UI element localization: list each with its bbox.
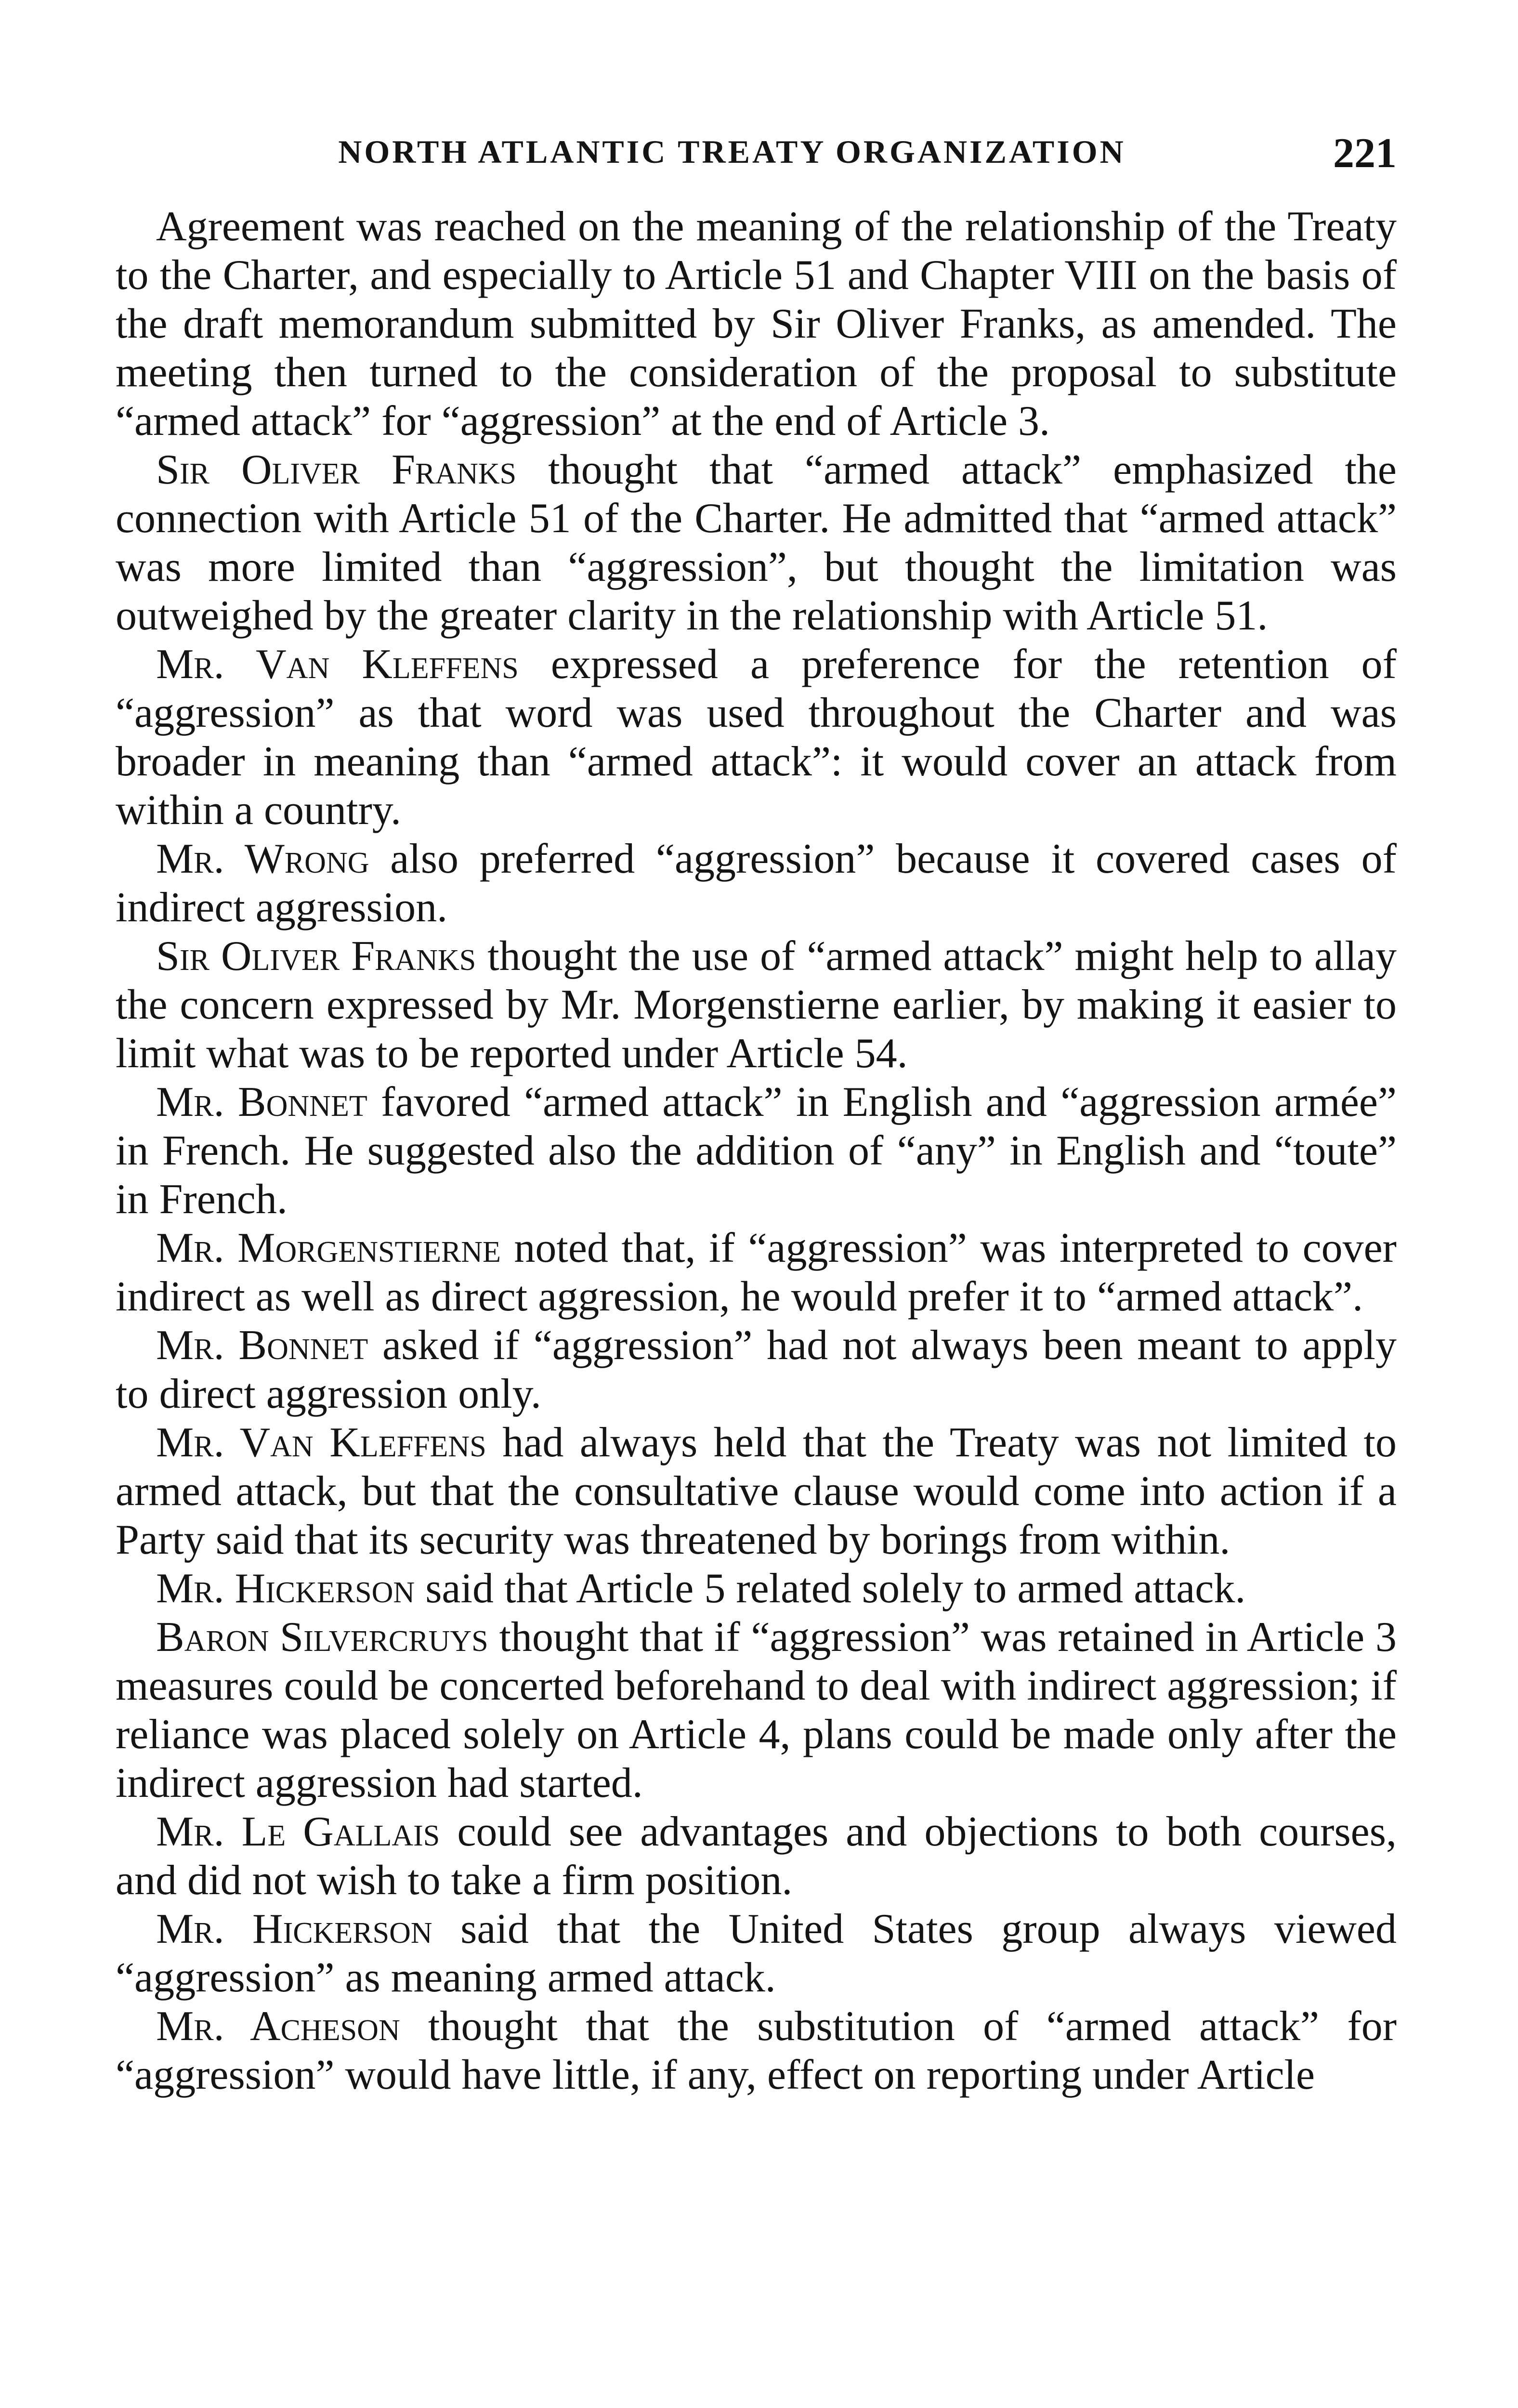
paragraph-text: thought that the substitution of “armed attack” for “aggression” would have little, if any, effect on reporting under Article [116,2003,1397,2098]
speaker-name: Mr. Bonnet [156,1322,368,1369]
paragraph-text: thought that if “aggression” was retained in Article 3 measures could be concerted beforehand to deal with indirect aggression; if reliance was placed solely on Article 4, plans could be made only after the indirect aggression had started. [116,1614,1397,1806]
paragraph-text: said that Article 5 related solely to armed attack. [415,1565,1246,1612]
paragraph-2 [116,445,1397,640]
paragraph-text: could see advantages and objections to both courses, and did not wish to take a firm position. [116,1808,1397,1904]
paragraph-text: had always held that the Treaty was not limited to armed attack, but that the consultative clause would come into action if a Party said that its security was threatened by borings from within. [116,1419,1397,1563]
running-head [116,129,1397,182]
speaker-name: Mr. Van Kleffens [156,641,519,688]
speaker-name: Mr. Van Kleffens [156,1419,486,1466]
paragraph-text: favored “armed attack” in English and “aggression armée” in French. He suggested also the addition of “any” in English and “toute” in French. [116,1079,1397,1223]
speaker-name: Sir Oliver Franks [156,933,476,980]
page-number: 221 [1333,130,1397,177]
running-title: NORTH ATLANTIC TREATY ORGANIZATION [338,133,1126,170]
speaker-name: Mr. Hickerson [156,1906,432,1952]
paragraph-text: Agreement was reached on the meaning of the relationship of the Treaty to the Charter, and especially to Article 51 and Chapter VIII on the basis of the draft memorandum submitted by Sir Oliver Franks, as amended. The meeting then turned to the consideration of the proposal to substitute “armed attack” for “aggression” at the end of Article 3. [116,203,1397,445]
paragraph-text: said that the United States group always viewed “aggression” as meaning armed attack. [116,1906,1397,2001]
speaker-name: Mr. Bonnet [156,1079,367,1125]
speaker-name: Mr. Morgenstierne [156,1225,501,1271]
paragraph-9 [116,1418,1397,1564]
paragraph-8 [116,1321,1397,1418]
speaker-name: Sir Oliver Franks [156,446,517,493]
speaker-name: Baron Silvercruys [156,1614,488,1661]
speaker-name: Mr. Hickerson [156,1565,415,1612]
paragraph-text: noted that, if “aggression” was interpreted to cover indirect as well as direct aggression, he would prefer it to “armed attack”. [116,1225,1397,1320]
paragraph-4 [116,835,1397,932]
paragraph-3 [116,640,1397,835]
paragraph-1 [116,202,1397,445]
paragraph-14 [116,2002,1397,2099]
paragraph-6 [116,1078,1397,1224]
paragraph-5 [116,932,1397,1078]
paragraph-11 [116,1613,1397,1807]
speaker-name: Mr. Wrong [156,836,369,882]
paragraph-12 [116,1807,1397,1905]
paragraph-text: also preferred “aggression” because it covered cases of indirect aggression. [116,836,1397,931]
paragraph-text: thought the use of “armed attack” might help to allay the concern expressed by Mr. Morgenstierne earlier, by making it easier to limit what was to be reported under Article 54. [116,933,1397,1077]
paragraph-13 [116,1905,1397,2002]
paragraph-7 [116,1224,1397,1321]
paragraph-text: expressed a preference for the retention of “aggression” as that word was used throughout the Charter and was broader in meaning than “armed attack”: it would cover an attack from within a country. [116,641,1397,834]
paragraph-text: asked if “aggression” had not always been meant to apply to direct aggression only. [116,1322,1397,1417]
speaker-name: Mr. Le Gallais [156,1808,440,1855]
speaker-name: Mr. Acheson [156,2003,400,2050]
paragraph-text: thought that “armed attack” emphasized the connection with Article 51 of the Charter. He admitted that “armed attack” was more limited than “aggression”, but thought the limitation was outweighed by the greater clarity in the relationship with Article 51. [116,446,1397,639]
paragraph-10 [116,1564,1397,1613]
body-text [116,202,1397,2099]
